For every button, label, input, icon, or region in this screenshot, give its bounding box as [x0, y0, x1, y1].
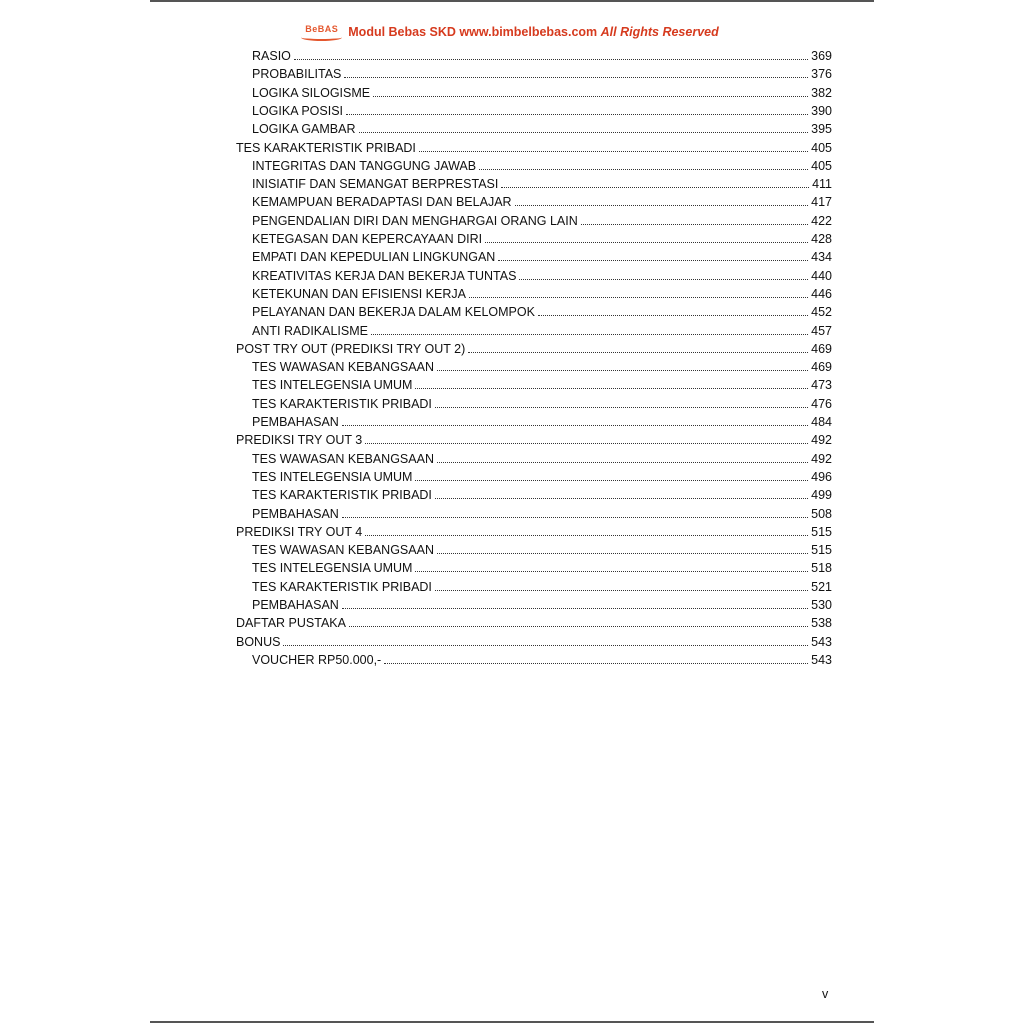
toc-entry[interactable] [252, 118, 832, 136]
toc-entry-page: 405 [811, 158, 832, 173]
header-title [348, 25, 718, 39]
toc-entry[interactable] [252, 63, 832, 81]
toc-dot-leader [479, 168, 808, 170]
toc-entry[interactable] [252, 265, 832, 283]
toc-entry-title: PELAYANAN DAN BEKERJA DALAM KELOMPOK [252, 305, 535, 320]
toc-entry-page: 440 [811, 268, 832, 283]
toc-entry-page: 518 [811, 561, 832, 576]
toc-entry-page: 411 [812, 177, 832, 192]
toc-entry[interactable] [252, 45, 832, 63]
toc-entry-title: RASIO [252, 49, 291, 63]
toc-dot-leader [419, 150, 808, 152]
toc-dot-leader [294, 58, 808, 60]
toc-entry-title: INISIATIF DAN SEMANGAT BERPRESTASI [252, 177, 499, 192]
toc-dot-leader [415, 387, 808, 389]
toc-entry-page: 469 [811, 341, 832, 356]
toc-dot-leader [365, 534, 808, 536]
toc-dot-leader [365, 442, 808, 444]
toc-entry-title: TES INTELEGENSIA UMUM [252, 469, 413, 484]
toc-dot-leader [371, 333, 808, 335]
toc-entry-title: PEMBAHASAN [252, 415, 339, 429]
toc-dot-leader [349, 625, 808, 627]
toc-entry-title: BONUS [236, 634, 281, 649]
toc-dot-leader [519, 278, 808, 280]
toc-entry-page: 428 [811, 232, 832, 246]
toc-entry[interactable] [252, 576, 832, 594]
toc-entry-title: POST TRY OUT (PREDIKSI TRY OUT 2) [236, 341, 466, 356]
toc-entry-title: KETEGASAN DAN KEPERCAYAAN DIRI [252, 232, 483, 246]
toc-entry[interactable] [252, 448, 832, 466]
toc-entry-page: 417 [811, 195, 832, 210]
toc-dot-leader [346, 113, 808, 115]
toc-entry[interactable] [236, 521, 832, 539]
toc-entry[interactable] [252, 374, 832, 392]
toc-entry-page: 492 [811, 433, 832, 448]
toc-dot-leader [501, 186, 809, 188]
toc-dot-leader [435, 589, 808, 591]
toc-entry-title: PEMBAHASAN [252, 598, 339, 612]
toc-entry-page: 457 [811, 323, 832, 338]
toc-entry-page: 382 [811, 85, 832, 100]
toc-entry-title: TES WAWASAN KEBANGSAAN [252, 451, 434, 466]
toc-entry-title: TES INTELEGENSIA UMUM [252, 561, 413, 576]
bebas-logo [305, 24, 338, 40]
toc-entry-title: PREDIKSI TRY OUT 3 [236, 433, 363, 448]
toc-entry-title: TES KARAKTERISTIK PRIBADI [252, 396, 432, 411]
toc-entry-page: 484 [811, 415, 832, 429]
toc-entry[interactable] [252, 155, 832, 173]
toc-entry-page: 521 [811, 579, 832, 594]
toc-entry[interactable] [252, 557, 832, 575]
toc-entry-page: 530 [811, 598, 832, 612]
toc-entry-title: LOGIKA GAMBAR [252, 122, 356, 137]
toc-dot-leader [342, 607, 808, 609]
toc-dot-leader [437, 461, 808, 463]
toc-entry-title: TES KARAKTERISTIK PRIBADI [236, 140, 416, 155]
toc-entry-page: 390 [811, 103, 832, 118]
toc-entry[interactable] [252, 356, 832, 374]
toc-entry-page: 369 [811, 49, 832, 63]
toc-entry[interactable] [236, 137, 832, 155]
toc-entry[interactable] [252, 173, 832, 191]
toc-entry[interactable] [252, 503, 832, 521]
toc-entry[interactable] [252, 228, 832, 246]
toc-entry-title: EMPATI DAN KEPEDULIAN LINGKUNGAN [252, 250, 496, 265]
toc-entry-title: TES INTELEGENSIA UMUM [252, 378, 413, 393]
toc-entry-page: 422 [811, 213, 832, 228]
toc-dot-leader [342, 516, 808, 518]
toc-entry[interactable] [252, 82, 832, 100]
toc-dot-leader [485, 241, 808, 243]
toc-dot-leader [435, 497, 808, 499]
toc-entry[interactable] [236, 338, 832, 356]
toc-entry-page: 543 [811, 634, 832, 649]
toc-entry-page: 508 [811, 506, 832, 521]
logo-text: BeBAS [305, 24, 339, 34]
toc-dot-leader [344, 76, 808, 78]
toc-entry-page: 376 [811, 67, 832, 82]
toc-entry[interactable] [252, 539, 832, 557]
toc-entry[interactable] [252, 191, 832, 209]
toc-entry[interactable] [252, 246, 832, 264]
toc-entry-page: 499 [811, 488, 832, 503]
header-title-bold: Modul Bebas SKD www.bimbelbebas.com [348, 25, 598, 39]
toc-entry-page: 452 [811, 305, 832, 320]
toc-entry-title: TES WAWASAN KEBANGSAAN [252, 360, 434, 375]
toc-entry-page: 473 [811, 378, 832, 393]
toc-dot-leader [342, 424, 808, 426]
toc-entry-page: 434 [811, 250, 832, 265]
toc-entry-page: 538 [811, 616, 832, 631]
toc-entry-page: 469 [811, 360, 832, 375]
toc-entry-title: TES WAWASAN KEBANGSAAN [252, 543, 434, 558]
toc-entry-title: PENGENDALIAN DIRI DAN MENGHARGAI ORANG LAIN [252, 213, 578, 228]
toc-dot-leader [373, 95, 808, 97]
toc-entry[interactable] [252, 210, 832, 228]
toc-entry[interactable] [252, 393, 832, 411]
toc-dot-leader [359, 131, 809, 133]
toc-dot-leader [515, 204, 809, 206]
toc-dot-leader [283, 644, 808, 646]
toc-entry[interactable] [236, 612, 832, 630]
toc-entry-title: DAFTAR PUSTAKA [236, 616, 346, 631]
toc-entry-title: INTEGRITAS DAN TANGGUNG JAWAB [252, 158, 477, 173]
toc-entry-title: PROBABILITAS [252, 67, 342, 82]
toc-dot-leader [498, 259, 808, 261]
toc-entry-page: 446 [811, 286, 832, 301]
toc-entry-title: TES KARAKTERISTIK PRIBADI [252, 579, 432, 594]
toc-entry-page: 476 [811, 396, 832, 411]
toc-entry[interactable] [252, 594, 832, 612]
toc-dot-leader [581, 223, 808, 225]
toc-entry-title: KEMAMPUAN BERADAPTASI DAN BELAJAR [252, 195, 512, 210]
page-number: v [822, 987, 829, 1001]
toc-entry[interactable] [252, 411, 832, 429]
toc-entry-page: 515 [811, 543, 832, 558]
toc-entry-title: VOUCHER RP50.000,- [252, 652, 382, 667]
toc-entry-title: KETEKUNAN DAN EFISIENSI KERJA [252, 286, 466, 301]
toc-entry-title: LOGIKA SILOGISME [252, 85, 371, 100]
toc-entry-page: 395 [811, 122, 832, 137]
toc-entry-title: PREDIKSI TRY OUT 4 [236, 524, 363, 539]
toc-dot-leader [538, 314, 808, 316]
toc-dot-leader [469, 296, 808, 298]
toc-dot-leader [415, 570, 808, 572]
toc-dot-leader [384, 662, 808, 664]
toc-entry-page: 405 [811, 140, 832, 155]
bottom-rule [150, 1021, 874, 1023]
toc-dot-leader [468, 351, 808, 353]
page-header [150, 22, 874, 42]
toc-entry-title: PEMBAHASAN [252, 506, 339, 521]
toc-dot-leader [435, 406, 808, 408]
top-rule [150, 0, 874, 2]
toc-entry-title: ANTI RADIKALISME [252, 323, 368, 338]
toc-entry-page: 492 [811, 451, 832, 466]
toc-dot-leader [415, 479, 808, 481]
toc-dot-leader [437, 552, 808, 554]
toc-entry[interactable] [252, 100, 832, 118]
toc-entry[interactable] [252, 320, 832, 338]
toc-entry[interactable] [252, 649, 832, 667]
toc-entry[interactable] [252, 484, 832, 502]
toc-entry[interactable] [252, 466, 832, 484]
toc-entry[interactable] [252, 301, 832, 319]
toc-entry[interactable] [236, 429, 832, 447]
toc-entry[interactable] [252, 283, 832, 301]
toc-entry-page: 515 [811, 524, 832, 539]
toc-entry[interactable] [236, 631, 832, 649]
toc-dot-leader [437, 369, 808, 371]
toc-entry-title: KREATIVITAS KERJA DAN BEKERJA TUNTAS [252, 268, 517, 283]
logo-swoosh-icon [301, 34, 342, 41]
header-title-italic: All Rights Reserved [600, 25, 719, 39]
toc-entry-title: TES KARAKTERISTIK PRIBADI [252, 488, 432, 503]
toc-entry-page: 543 [811, 652, 832, 667]
toc-entry-page: 496 [811, 469, 832, 484]
toc-entry-title: LOGIKA POSISI [252, 103, 344, 118]
